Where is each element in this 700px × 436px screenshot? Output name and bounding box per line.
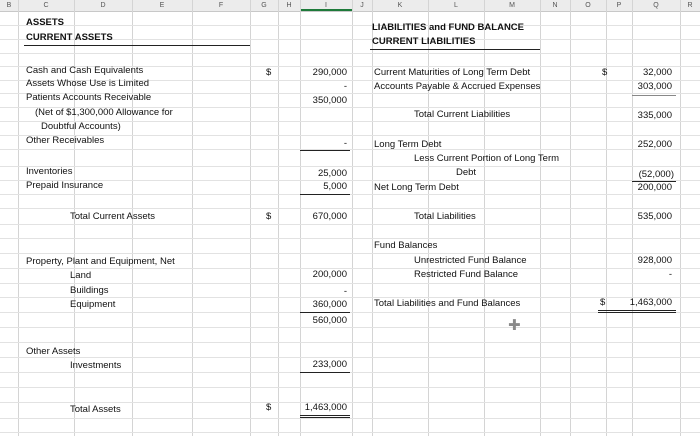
gridline — [0, 432, 700, 433]
total-liabilities-fund-label[interactable]: Total Liabilities and Fund Balances — [374, 298, 521, 309]
cell-select-plus-icon: ✚ — [508, 317, 521, 334]
total-current-liabilities-label[interactable]: Total Current Liabilities — [414, 109, 511, 120]
cash-label[interactable]: Cash and Cash Equivalents — [26, 65, 144, 76]
land-value[interactable]: 200,000 — [312, 269, 347, 280]
liabilities-heading[interactable]: LIABILITIES and FUND BALANCE — [372, 22, 524, 33]
column-header-h[interactable]: H — [286, 2, 292, 9]
column-header-e[interactable]: E — [159, 2, 165, 9]
unrestricted-value[interactable]: 928,000 — [637, 255, 672, 266]
subtotal-underline — [632, 95, 676, 96]
ltd-current-label[interactable]: Current Maturities of Long Term Debt — [374, 67, 531, 78]
limited-label[interactable]: Assets Whose Use is Limited — [26, 78, 150, 89]
column-header-c[interactable]: C — [43, 2, 49, 9]
gridline — [0, 180, 700, 181]
gridline — [0, 208, 700, 209]
column-header-r[interactable]: R — [687, 2, 693, 9]
buildings-value[interactable]: - — [343, 286, 347, 297]
total-current-liabilities-value[interactable]: 335,000 — [637, 110, 672, 121]
total-liabilities-value[interactable]: 535,000 — [637, 211, 672, 222]
investments-value[interactable]: 233,000 — [312, 359, 347, 370]
gridline — [0, 224, 700, 225]
column-header-f[interactable]: F — [218, 2, 224, 9]
ltd-current-currency[interactable]: $ — [602, 67, 608, 78]
payable-label[interactable]: Accounts Payable & Accrued Expenses — [374, 81, 541, 92]
total-current-assets-value[interactable]: 670,000 — [312, 211, 347, 222]
gridline — [0, 238, 700, 239]
ppe-label[interactable]: Property, Plant and Equipment, Net — [26, 256, 175, 267]
payable-value[interactable]: 303,000 — [637, 81, 672, 92]
inventories-value[interactable]: 25,000 — [317, 168, 347, 179]
total-assets-value[interactable]: 1,463,000 — [304, 402, 347, 413]
gridline — [0, 25, 700, 26]
less-current-portion-label[interactable]: Less Current Portion of Long Term — [414, 153, 560, 164]
total-assets-label[interactable]: Total Assets — [70, 404, 121, 415]
gridline — [0, 357, 700, 358]
column-header-g[interactable]: G — [261, 2, 267, 9]
long-term-debt-value[interactable]: 252,000 — [637, 139, 672, 150]
gridline — [0, 268, 700, 269]
restricted-value[interactable]: - — [668, 269, 672, 280]
total-liabilities-fund-value[interactable]: 1,463,000 — [629, 297, 672, 308]
patients-value[interactable]: 350,000 — [312, 95, 347, 106]
column-header-i[interactable]: I — [300, 0, 352, 11]
fund-balances-label[interactable]: Fund Balances — [374, 240, 438, 251]
subtotal-underline — [300, 150, 350, 151]
gridline — [0, 387, 700, 388]
total-double-underline — [300, 417, 350, 418]
cash-currency[interactable]: $ — [266, 67, 272, 78]
current-assets-heading[interactable]: CURRENT ASSETS — [26, 32, 113, 43]
heading-underline — [24, 45, 250, 46]
limited-value[interactable]: - — [343, 81, 347, 92]
column-header-bar — [0, 0, 700, 12]
assets-heading[interactable]: ASSETS — [26, 17, 65, 28]
restricted-label[interactable]: Restricted Fund Balance — [414, 269, 519, 280]
heading-underline — [370, 49, 540, 50]
gridline — [0, 149, 700, 150]
gridline — [0, 194, 700, 195]
subtotal-underline — [300, 194, 350, 195]
total-assets-currency[interactable]: $ — [266, 402, 272, 413]
column-header-q[interactable]: Q — [653, 2, 659, 9]
allowance-label[interactable]: (Net of $1,300,000 Allowance for — [35, 107, 173, 118]
gridline — [0, 312, 700, 313]
buildings-label[interactable]: Buildings — [70, 285, 109, 296]
debt-value[interactable]: (52,000) — [638, 169, 674, 180]
gridline — [0, 135, 700, 136]
gridline — [0, 418, 700, 419]
subtotal-underline — [300, 372, 350, 373]
gridline — [0, 342, 700, 343]
prepaid-value[interactable]: 5,000 — [323, 181, 347, 192]
land-label[interactable]: Land — [70, 270, 92, 281]
patients-label[interactable]: Patients Accounts Receivable — [26, 92, 152, 103]
total-liabilities-label[interactable]: Total Liabilities — [414, 211, 476, 222]
gridline — [0, 166, 700, 167]
debt-label[interactable]: Debt — [456, 167, 477, 178]
gridline — [0, 53, 700, 54]
column-header-j[interactable]: J — [360, 2, 364, 9]
column-header-p[interactable]: P — [616, 2, 622, 9]
equipment-label[interactable]: Equipment — [70, 299, 116, 310]
column-header-l[interactable]: L — [454, 2, 458, 9]
other-receivables-value[interactable]: - — [343, 138, 347, 149]
column-header-n[interactable]: N — [552, 2, 558, 9]
total-current-assets-currency[interactable]: $ — [266, 211, 272, 222]
column-header-m[interactable]: M — [509, 2, 515, 9]
gridline — [0, 327, 700, 328]
net-long-term-debt-value[interactable]: 200,000 — [637, 182, 672, 193]
unrestricted-label[interactable]: Unrestricted Fund Balance — [414, 255, 527, 266]
doubtful-label[interactable]: Doubtful Accounts) — [41, 121, 121, 132]
total-double-underline — [300, 415, 350, 416]
other-assets-label[interactable]: Other Assets — [26, 346, 81, 357]
other-receivables-label[interactable]: Other Receivables — [26, 135, 105, 146]
inventories-label[interactable]: Inventories — [26, 166, 73, 177]
cash-value[interactable]: 290,000 — [312, 67, 347, 78]
gridline — [0, 253, 700, 254]
column-header-b[interactable]: B — [6, 2, 12, 9]
total-liabilities-fund-currency[interactable]: $ — [600, 297, 606, 308]
current-liabilities-heading[interactable]: CURRENT LIABILITIES — [372, 36, 476, 47]
total-double-underline — [598, 312, 676, 313]
column-header-k[interactable]: K — [397, 2, 403, 9]
investments-label[interactable]: Investments — [70, 360, 122, 371]
column-header-d[interactable]: D — [100, 2, 106, 9]
gridline — [0, 372, 700, 373]
subtotal-underline — [300, 312, 350, 313]
net-long-term-debt-label[interactable]: Net Long Term Debt — [374, 182, 459, 193]
total-double-underline — [598, 310, 676, 311]
prepaid-label[interactable]: Prepaid Insurance — [26, 180, 104, 191]
total-current-assets-label[interactable]: Total Current Assets — [70, 211, 156, 222]
column-header-o[interactable]: O — [585, 2, 591, 9]
equipment-value[interactable]: 360,000 — [312, 299, 347, 310]
ltd-current-value[interactable]: 32,000 — [642, 67, 672, 78]
long-term-debt-label[interactable]: Long Term Debt — [374, 139, 442, 150]
ppe-total-value[interactable]: 560,000 — [312, 315, 347, 326]
